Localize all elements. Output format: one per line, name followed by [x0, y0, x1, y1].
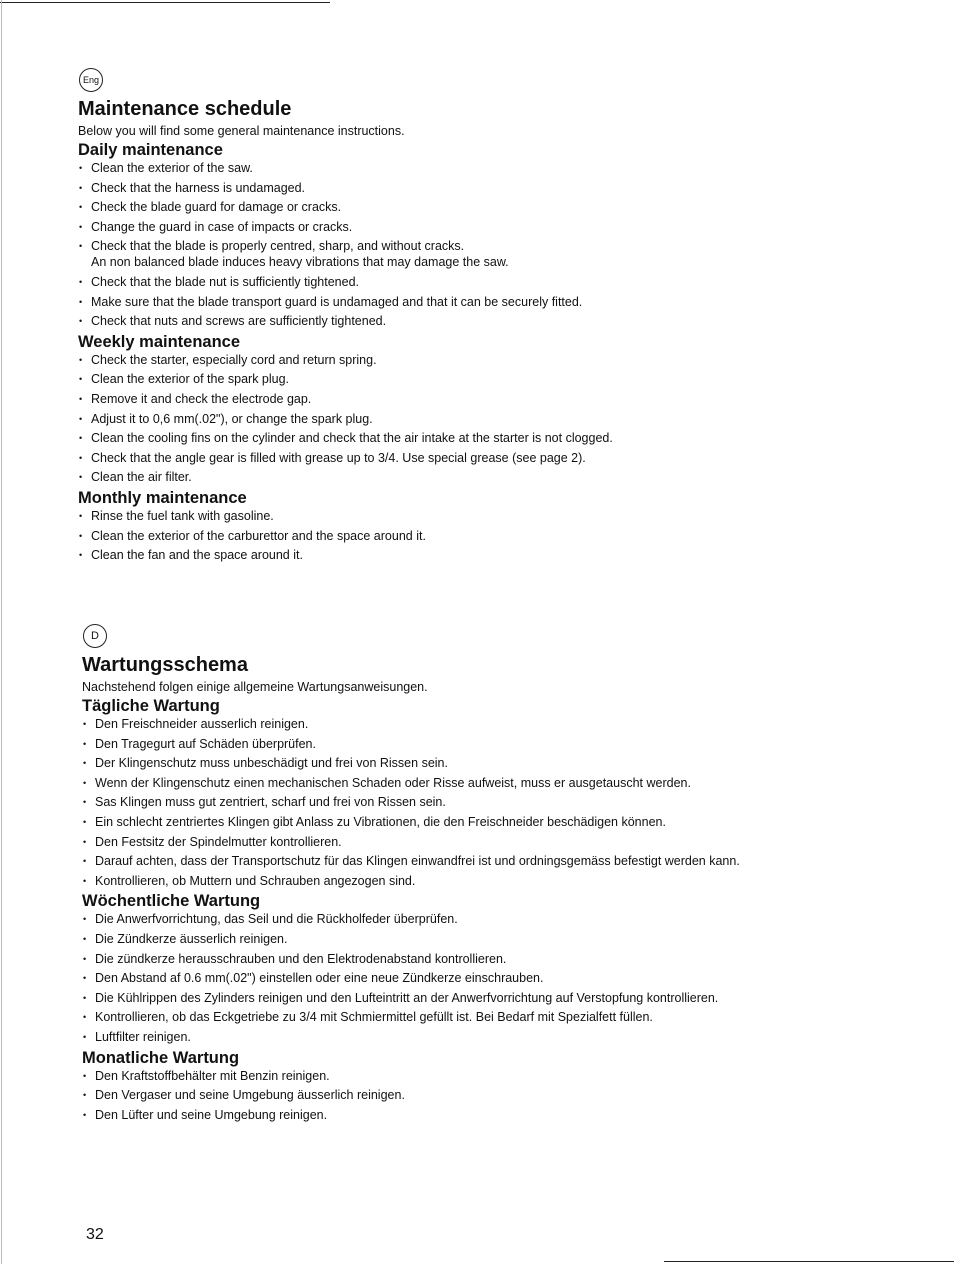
- list-item: • Check the blade guard for damage or cracks.: [78, 199, 918, 215]
- list-item: • Ein schlecht zentriertes Klingen gibt Anlass zu Vibrationen, die den Freischneider beschädigen können.: [82, 814, 942, 830]
- list-item: • Clean the exterior of the carburettor and the space around it.: [78, 528, 918, 544]
- weekly-maintenance-list: [82, 911, 942, 1045]
- list-item: • Den Festsitz der Spindelmutter kontrollieren.: [82, 834, 942, 850]
- monthly-maintenance-list: [78, 508, 918, 563]
- list-item: • Adjust it to 0,6 mm(.02"), or change the spark plug.: [78, 411, 918, 427]
- english-section: [78, 68, 918, 567]
- list-item: • Check that the angle gear is filled with grease up to 3/4. Use special grease (see page 2).: [78, 450, 918, 466]
- list-item: • Clean the air filter.: [78, 469, 918, 485]
- page-top-rule: [0, 2, 330, 3]
- list-item: • Clean the exterior of the saw.: [78, 160, 918, 176]
- list-item: • Sas Klingen muss gut zentriert, scharf und frei von Rissen sein.: [82, 794, 942, 810]
- list-item: • Check the starter, especially cord and return spring.: [78, 352, 918, 368]
- list-item: • Den Abstand af 0.6 mm(.02") einstellen oder eine neue Zündkerze einschrauben.: [82, 970, 942, 986]
- page-bottom-rule: [664, 1261, 954, 1262]
- german-section: [82, 624, 942, 1126]
- monthly-maintenance-list: [82, 1068, 942, 1123]
- list-item: • Luftfilter reinigen.: [82, 1029, 942, 1045]
- daily-maintenance-list: [78, 160, 918, 329]
- section-title: Maintenance schedule: [78, 98, 292, 120]
- monthly-maintenance-heading: Monatliche Wartung: [82, 1048, 240, 1067]
- list-item: • Change the guard in case of impacts or cracks.: [78, 219, 918, 235]
- list-item: • Clean the cooling fins on the cylinder and check that the air intake at the starter is not clogged.: [78, 430, 918, 446]
- language-badge-german: D: [83, 624, 107, 648]
- list-item: • Check that the blade is properly centred, sharp, and without cracks. An non balanced blade induces heavy vibrations that may damage the saw.: [78, 238, 918, 270]
- daily-maintenance-heading: Tägliche Wartung: [82, 697, 220, 715]
- list-item: • Wenn der Klingenschutz einen mechanischen Schaden oder Risse aufweist, muss er ausgetauscht werden.: [82, 775, 942, 791]
- list-item: • Die Kühlrippen des Zylinders reinigen und den Lufteintritt an der Anwerfvorrichtung auf Verstopfung kontrollieren.: [82, 990, 942, 1006]
- section-title: Wartungsschema: [82, 654, 248, 676]
- list-item: • Kontrollieren, ob Muttern und Schrauben angezogen sind.: [82, 873, 942, 889]
- list-item: • Darauf achten, dass der Transportschutz für das Klingen einwandfrei ist und ordningsgemäss befestigt werden kann.: [82, 853, 942, 869]
- list-item: • Den Tragegurt auf Schäden überprüfen.: [82, 736, 942, 752]
- list-item: • Die Zündkerze äusserlich reinigen.: [82, 931, 942, 947]
- list-item: • Den Kraftstoffbehälter mit Benzin reinigen.: [82, 1068, 942, 1084]
- list-item: • Remove it and check the electrode gap.: [78, 391, 918, 407]
- page-number: 32: [86, 1226, 104, 1243]
- list-item: • Check that the blade nut is sufficiently tightened.: [78, 274, 918, 290]
- list-item: • Den Freischneider ausserlich reinigen.: [82, 716, 942, 732]
- list-item: • Den Lüfter und seine Umgebung reinigen.: [82, 1107, 942, 1123]
- list-item: • Clean the fan and the space around it.: [78, 547, 918, 563]
- list-item: • Kontrollieren, ob das Eckgetriebe zu 3/4 mit Schmiermittel gefüllt ist. Bei Bedarf mit Spezialfett füllen.: [82, 1009, 942, 1025]
- list-item: • Clean the exterior of the spark plug.: [78, 371, 918, 387]
- list-item: • Check that nuts and screws are sufficiently tightened.: [78, 313, 918, 329]
- list-item-note: An non balanced blade induces heavy vibrations that may damage the saw.: [91, 255, 509, 270]
- monthly-maintenance-heading: Monthly maintenance: [78, 488, 247, 507]
- daily-maintenance-heading: Daily maintenance: [78, 141, 223, 159]
- list-item: • Die zündkerze herausschrauben und den Elektrodenabstand kontrollieren.: [82, 951, 942, 967]
- weekly-maintenance-heading: Weekly maintenance: [78, 332, 241, 351]
- list-item: • Die Anwerfvorrichtung, das Seil und die Rückholfeder überprüfen.: [82, 911, 942, 927]
- section-intro: Nachstehend folgen einige allgemeine Wartungsanweisungen.: [82, 680, 428, 694]
- list-item: • Rinse the fuel tank with gasoline.: [78, 508, 918, 524]
- section-intro: Below you will find some general maintenance instructions.: [78, 124, 405, 138]
- list-item: • Den Vergaser und seine Umgebung äusserlich reinigen.: [82, 1087, 942, 1103]
- language-badge-english: Eng: [79, 68, 103, 92]
- list-item: • Check that the harness is undamaged.: [78, 180, 918, 196]
- daily-maintenance-list: [82, 716, 942, 889]
- page-left-edge: [1, 0, 2, 1264]
- weekly-maintenance-heading: Wöchentliche Wartung: [82, 892, 261, 911]
- list-item: • Make sure that the blade transport guard is undamaged and that it can be securely fitted.: [78, 294, 918, 310]
- list-item: • Der Klingenschutz muss unbeschädigt und frei von Rissen sein.: [82, 755, 942, 771]
- weekly-maintenance-list: [78, 352, 918, 486]
